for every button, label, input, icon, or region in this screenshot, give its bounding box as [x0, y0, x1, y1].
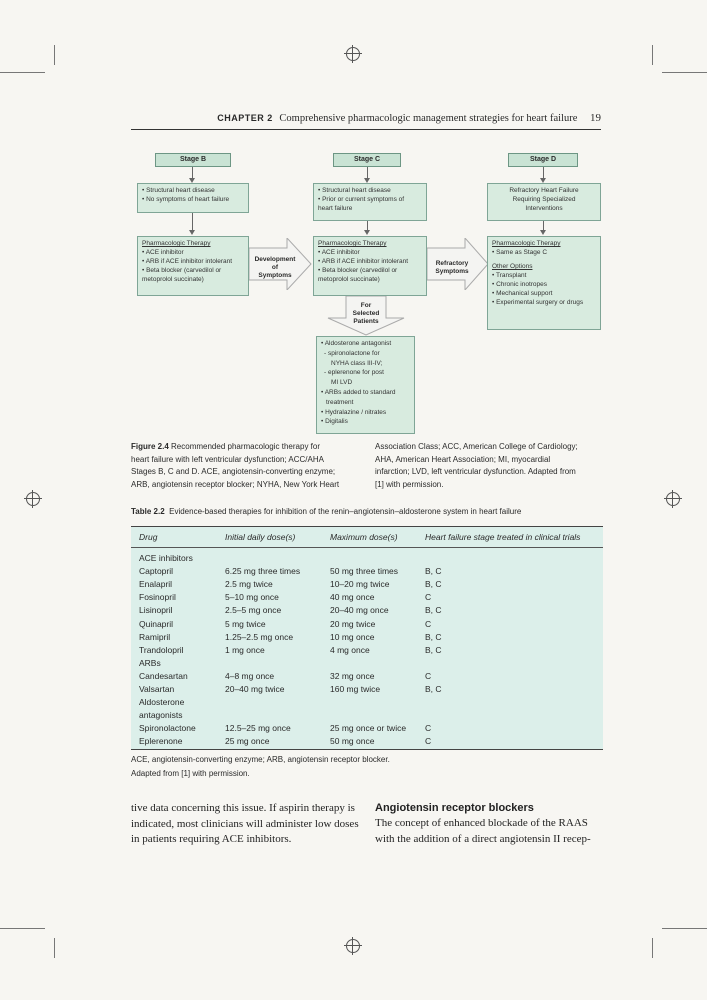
- table-cell: B, C: [425, 579, 442, 590]
- table-cell: 50 mg once: [330, 736, 375, 747]
- table-cell: 20 mg twice: [330, 618, 376, 629]
- table-cell: 1 mg once: [225, 644, 265, 655]
- table-cell: C: [425, 670, 432, 681]
- table-cell-drug: Quinapril: [139, 618, 174, 629]
- table-cell: C: [425, 618, 432, 629]
- table-cell-drug: antagonists: [139, 710, 183, 721]
- registration-mark-icon: [666, 492, 680, 506]
- crop-mark: [652, 45, 653, 65]
- table-cell: 1.25–2.5 mg once: [225, 631, 294, 642]
- table-cell: 2.5–5 mg once: [225, 605, 282, 616]
- chapter-label: CHAPTER 2: [217, 113, 273, 123]
- table-cell: 50 mg three times: [330, 566, 399, 577]
- table-cell: 20–40 mg twice: [225, 684, 285, 694]
- table-cell-drug: Fosinopril: [139, 592, 176, 603]
- table-bottom-rule: [131, 749, 603, 750]
- table-cell: 5–10 mg once: [225, 592, 279, 603]
- table-cell: 25 mg once or twice: [330, 723, 407, 734]
- column-header: Initial daily dose(s): [225, 532, 296, 542]
- figure-label: Figure 2.4: [131, 442, 169, 451]
- table-cell-drug: Valsartan: [139, 684, 175, 694]
- crop-mark: [54, 938, 55, 958]
- section-heading: Angiotensin receptor blockers: [375, 802, 534, 814]
- table-cell-drug: Candesartan: [139, 670, 188, 681]
- body-text-left: tive data concerning this issue. If aspirin therapy is indicated, most clinicians will administer low doses in patients requiring ACE inhibitors.: [131, 802, 359, 845]
- table-cell: C: [425, 723, 432, 734]
- table-cell-drug: Ramipril: [139, 631, 171, 642]
- registration-mark-icon: [346, 47, 360, 61]
- table-cell-drug: Trandolopril: [139, 644, 184, 655]
- table-cell-drug: Spironolactone: [139, 723, 196, 734]
- table-cell: 40 mg once: [330, 592, 375, 603]
- figure-caption-left: Figure 2.4 Recommended pharmacologic therapy for heart failure with left ventricular dysfunction; ACC/AHA Stages B, C and D. ACE, angiotensin-converting enzyme; ARB, angiotensin receptor blocker; NYHA, New York Heart: [131, 442, 340, 489]
- table-cell: 25 mg once: [225, 736, 270, 747]
- table-cell-drug: Aldosterone: [139, 697, 185, 708]
- table-cell: 4 mg once: [330, 644, 370, 655]
- table-cell: B, C: [425, 684, 442, 694]
- table-cell-drug: Eplerenone: [139, 736, 183, 747]
- registration-mark-icon: [26, 492, 40, 506]
- table-cell: B, C: [425, 605, 442, 616]
- table-cell: C: [425, 736, 432, 747]
- stage-b-label: Stage B: [155, 153, 231, 167]
- registration-mark-icon: [346, 939, 360, 953]
- table-cell-drug: ACE inhibitors: [139, 553, 193, 563]
- stage-d-findings: Refractory Heart Failure Requiring Specialized Interventions: [487, 183, 601, 221]
- stage-d-label: Stage D: [508, 153, 578, 167]
- selected-patients-label: For Selected Patients: [352, 302, 380, 325]
- table-cell: 4–8 mg once: [225, 670, 275, 681]
- stage-d-therapy: Pharmacologic Therapy • Same as Stage C Other Options • Transplant • Chronic inotropes • Mechanical support • Experimental surgery or drugs: [487, 236, 601, 330]
- table-cell: 6.25 mg three times: [225, 566, 301, 577]
- table-footnote: Adapted from [1] with permission.: [131, 769, 250, 778]
- column-header: Maximum dose(s): [330, 532, 398, 542]
- crop-mark: [0, 72, 45, 73]
- column-header: Heart failure stage treated in clinical trials: [425, 532, 581, 542]
- table-cell: B, C: [425, 644, 442, 655]
- stage-c-therapy: Pharmacologic Therapy • ACE inhibitor • ARB if ACE inhibitor intolerant • Beta blocker (carvedilol or metoprolol succinate): [313, 236, 427, 296]
- table-cell: 20–40 mg once: [330, 605, 389, 616]
- refractory-label: Refractory Symptoms: [435, 260, 469, 275]
- table-cell-drug: Enalapril: [139, 579, 173, 590]
- table-cell-drug: ARBs: [139, 657, 161, 668]
- page-number: 19: [590, 112, 601, 124]
- table-cell-drug: Captopril: [139, 566, 174, 577]
- header-rule: [131, 129, 601, 130]
- table-title: Table 2.2 Evidence-based therapies for inhibition of the renin–angiotensin–aldosterone system in heart failure: [131, 507, 522, 516]
- arrow-down-icon: [364, 230, 370, 235]
- arrow-down-icon: [540, 230, 546, 235]
- stage-b-therapy: Pharmacologic Therapy • ACE inhibitor • ARB if ACE inhibitor intolerant • Beta blocker (carvedilol or metoprolol succinate): [137, 236, 249, 296]
- crop-mark: [662, 928, 707, 929]
- table-top-rule: [131, 526, 603, 527]
- table-cell: 10–20 mg twice: [330, 579, 390, 590]
- table-cell: 10 mg once: [330, 631, 375, 642]
- table-label: Table 2.2: [131, 507, 165, 516]
- development-label: Development of Symptoms: [254, 256, 296, 279]
- table-cell: 5 mg twice: [225, 618, 266, 629]
- stage-b-findings: • Structural heart disease • No symptoms of heart failure: [137, 183, 249, 213]
- table-header-rule: [131, 547, 603, 548]
- table-cell: C: [425, 592, 432, 603]
- connector: [192, 213, 193, 231]
- table-cell: 160 mg twice: [330, 684, 381, 694]
- selected-patients-box: • Aldosterone antagonist - spironolactone for NYHA class III-IV; - eplerenone for post MI LVD • ARBs added to standard treatment • Hydralazine / nitrates • Digitalis: [316, 336, 415, 434]
- column-header: Drug: [139, 532, 158, 542]
- stage-c-label: Stage C: [333, 153, 401, 167]
- chapter-title: Comprehensive pharmacologic management strategies for heart failure: [279, 113, 578, 124]
- table-cell: 2.5 mg twice: [225, 579, 273, 590]
- crop-mark: [54, 45, 55, 65]
- body-text-right: The concept of enhanced blockade of the RAAS with the addition of a direct angiotensin II recep-: [375, 817, 591, 845]
- figure-caption-right: Association Class; ACC, American College of Cardiology; AHA, American Heart Association; MI, myocardial infarction; LVD, left ventricular dysfunction. Adapted from [1] with permission.: [375, 442, 578, 489]
- crop-mark: [0, 928, 45, 929]
- table-footnote: ACE, angiotensin-converting enzyme; ARB, angiotensin receptor blocker.: [131, 755, 390, 764]
- table-cell: B, C: [425, 566, 442, 577]
- table-cell: B, C: [425, 631, 442, 642]
- table-cell-drug: Lisinopril: [139, 605, 173, 616]
- stage-c-findings: • Structural heart disease • Prior or current symptoms of heart failure: [313, 183, 427, 221]
- crop-mark: [662, 72, 707, 73]
- arrow-down-icon: [189, 230, 195, 235]
- table-cell: 32 mg once: [330, 670, 375, 681]
- crop-mark: [652, 938, 653, 958]
- running-header: [131, 112, 601, 128]
- table-cell: 12.5–25 mg once: [225, 723, 291, 734]
